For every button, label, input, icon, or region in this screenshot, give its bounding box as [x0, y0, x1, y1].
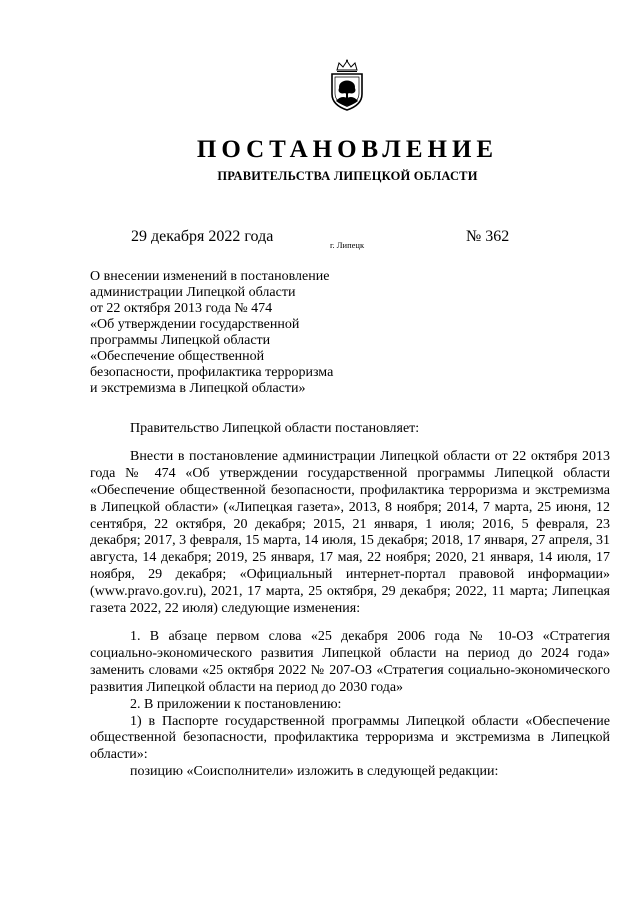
document-subtitle: ПРАВИТЕЛЬСТВА ЛИПЕЦКОЙ ОБЛАСТИ	[217, 169, 478, 183]
caption-line: «Обеспечение общественной	[90, 349, 265, 364]
caption-line: и экстремизма в Липецкой области»	[90, 381, 306, 396]
body-paragraph: 1) в Паспорте государственной программы Липецкой области «Обеспечение общественной безопасности, профилактика терроризма и экстремизма в Липецкой области»:	[90, 713, 610, 763]
caption-line: от 22 октября 2013 года № 474	[90, 301, 273, 316]
document-body	[90, 421, 610, 781]
caption-line: программы Липецкой области	[90, 333, 271, 348]
document-date: 29 декабря 2022 года	[131, 228, 274, 245]
document-title: ПОСТАНОВЛЕНИЕ	[196, 136, 499, 163]
coat-of-arms-icon	[327, 58, 367, 112]
body-paragraph: 2. В приложении к постановлению:	[130, 696, 342, 712]
caption-line: администрации Липецкой области	[90, 285, 296, 300]
caption-line: О внесении изменений в постановление	[90, 269, 330, 284]
body-paragraph-intro: Правительство Липецкой области постановляет:	[130, 421, 420, 436]
body-paragraph: 1. В абзаце первом слова «25 декабря 2006 года № 10-ОЗ «Стратегия социально-экономического развития Липецкой области на период до 2024 года» заменить словами «25 октября 2022 № 207-ОЗ «Стратегия социально-экономического развития Липецкой области на период до 2030 года»	[90, 628, 610, 695]
document-number: № 362	[466, 228, 510, 245]
document-caption	[90, 269, 390, 397]
body-paragraph: позицию «Соисполнители» изложить в следующей редакции:	[130, 764, 499, 780]
caption-line: «Об утверждении государственной	[90, 317, 300, 332]
caption-line: безопасности, профилактика терроризма	[90, 365, 334, 380]
document-place: г. Липецк	[330, 240, 365, 250]
body-paragraph: Внести в постановление администрации Липецкой области от 22 октября 2013 года № 474 «Об утверждении государственной программы Липецкой области «Обеспечение общественной безопасности, профилактика терроризма и экстремизма в Липецкой области» («Липецкая газета», 2013, 8 ноября; 2014, 7 марта, 25 июня, 12 сентября, 22 октября, 20 декабря; 2015, 21 января, 1 июля; 2016, 5 февраля, 23 декабря; 2017, 3 февраля, 15 марта, 14 июля, 15 декабря; 2018, 17 января, 27 апреля, 31 августа, 14 декабря; 2019, 25 января, 17 мая, 22 ноября; 2020, 21 января, 14 июля, 17 ноября, 29 декабря; «Официальный интернет-портал правовой информации» (www.pravo.gov.ru), 2021, 17 марта, 25 октября, 29 декабря; 2022, 11 марта; Липецкая газета 2022, 22 июля) следующие изменения:	[90, 448, 610, 617]
